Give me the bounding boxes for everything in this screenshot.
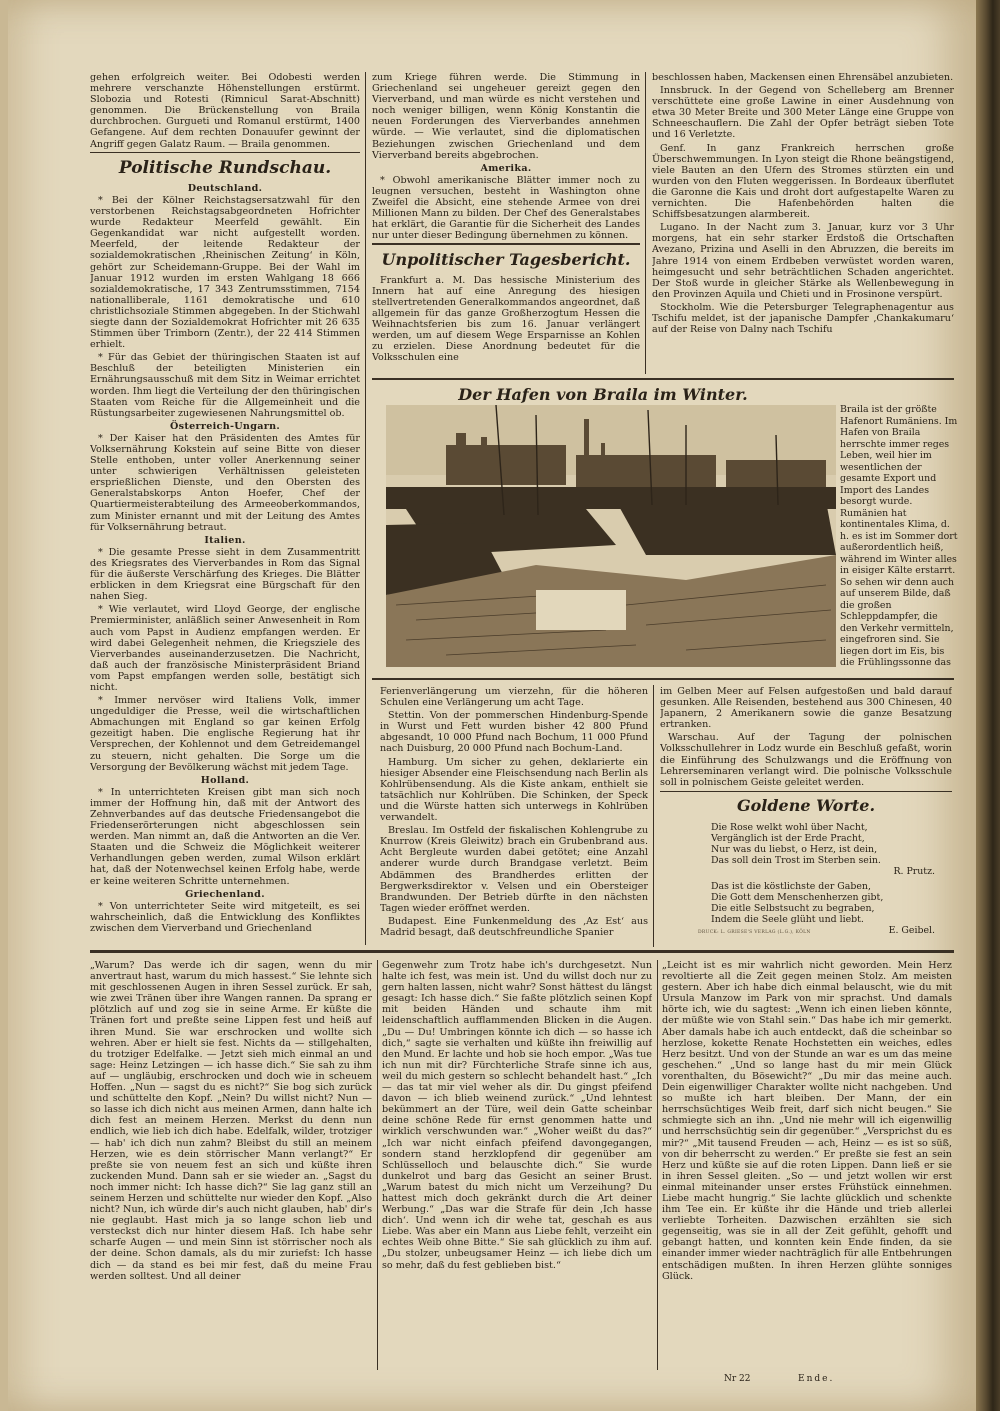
article-griechenland-continued: zum Kriege führen werde. Die Stimmung in Griechenland sei ungeheuer gereizt gegen den Vierverband, und man würde es nicht verstehen und noch weniger billigen, wenn König Konstantin die neuen Forderungen des Vierverbandes annehmen würde. — Wie verlautet, sind die diplomatischen Beziehungen zwischen Griechenland und dem Vierverband bereits abgebrochen. [372, 72, 640, 161]
harbor-engraving [386, 405, 836, 667]
story-text: „Leicht ist es mir wahrlich nicht geworden. Mein Herz revoltierte all die Zeit gegen meinen Stolz. Am meisten gestern. Aber ich habe dich einmal belauscht, wie du mit Ursula Manzow im Park von mir sprachst. Und damals hörte ich, wie du sagtest: „Wenn ich einen lieben könnte, der müßte wie von Stahl sein.“ Das habe ich mir gemerkt. Aber damals habe ich auch entdeckt, daß die scheinbar so herzlose, kokette Renate Hochstetten ein weiches, edles Herz besitzt. Und von der Stunde an war es um das meine geschehen.“ „Und so lange hast du mir mein Glück vorenthalten, du Bösewicht?“ „Du mir das meine auch. Dein eigenwilliger Charakter wollte nicht nachgeben. Und so mußte ich hart bleiben. Der Mann, der ein herrschsüchtiges Weib freit, darf sich nicht beugen.“ Sie schmiegte sich an ihn. „Und nie mehr will ich eigenwillig und herrschsüchtig sein dir gegenüber.“ „Versprichst du es mir?“ „Mit tausend Freuden — ach, Heinz — es ist so süß, von dir beherrscht zu werden.“ Er preßte sie fest an sein Herz und küßte sie auf die roten Lippen. Dann ließ er sie in ihren Sessel gleiten. „So — und jetzt wollen wir erst einmal miteinander unser erstes Frühstück einnehmen. Liebe macht hungrig.“ Sie lachte glücklich und schenkte ihm Tee ein. Er küßte ihr die Hände und trieb allerlei verliebte Torheiten. Dazwischen erzählten sie sich gegenseitig, was sie in all der Zeit gefühlt, gehofft und gebangt hatten, und konnten kein Ende finden, da sie einander immer wieder nachträglich für alle Entbehrungen entschädigen mußten. In ihren Herzen glühte sonniges Glück. [662, 960, 952, 1282]
column-divider [645, 72, 646, 374]
story-text: „Warum? Das werde ich dir sagen, wenn du mir anvertraut hast, warum du mich hassest.“ Sie lehnte sich mit geschlossenen Augen in ihren Sessel zurück. Er sah, wie zwei Tränen über ihre Wangen rannen. Da sprang er plötzlich auf und zog sie in seine Arme. Er küßte die Tränen fort und preßte seine Lippen fest und heiß auf ihren Mund. Sie war erschrocken und wollte sich wehren. Aber er hielt sie fest. Nichts da — stillgehalten, du trotziger Edelfalke. — Jetzt sieh mich einmal an und sage: Heinz Letzingen — ich hasse dich.“ Sie sah zu ihm auf — ungläubig, erschrocken und doch wie in scheuem Hoffen. „Nun — sagst du es nicht?“ Sie bog sich zurück und schüttelte den Kopf. „Nein? Du willst nicht? Nun — so lasse ich dich nicht aus meinen Armen, dann halte ich dich fest an meinem Herzen. Merkst du denn nun endlich, wie lieb ich dich habe. Edelfalk, wilder, trotziger — hab' ich dich nun zahm? Bleibst du still an meinem Herzen, wie es dein störrischer Mann verlangt?“ Er preßte sie von neuem fest an sich und küßte ihren zuckenden Mund. Dann sah er sie wieder an. „Sagst du noch immer nicht: Ich hasse dich?“ Sie lag ganz still an seinem Herzen und schüttelte nur wieder den Kopf. „Also nicht? Nun, ich würde dir's auch nicht glauben, hab' dir's nie geglaubt. Hast mich ja so lange schon lieb und versteckst dich nur hinter diesem Haß. Ich habe sehr scharfe Augen — und mein Sinn ist störrischer noch als der deine. Schon damals, als du mir zuriefst: Ich hasse dich — da stand es bei mir fest, daß du meine Frau werden solltest. Und all deiner [90, 960, 372, 1282]
article-italiens-volk: * Immer nervöser wird Italiens Volk, immer ungeduldiger die Presse, weil die wirtschaftlichen Abmachungen mit England so gar keinen Erfolg gezeitigt haben. Die englische Regierung hat ihr Versprechen, der Kohlennot und dem Getreidemangel zu steuern, nicht gehalten. Die Sorge um die Versorgung der Bevölkerung wächst mit jedem Tage. [90, 695, 360, 773]
heading-italien: Italien. [204, 534, 246, 546]
picture-frame-top [372, 378, 954, 380]
section-title-goldene-worte: Goldene Worte. [736, 796, 876, 816]
war-report-continued: gehen erfolgreich weiter. Bei Odobesti werden mehrere verschanzte Höhenstellungen erstürmt. Slobozia und Rotesti (Rimnicul Sarat-Abschnitt) genommen. Die Brückenstellung von Braila durchbrochen. Gurgueti und Romanul erstürmt, 1400 Gefangene. Auf dem rechten Donauufer gewinnt der Angriff gegen Galatz Raum. — Braila genommen. [90, 72, 360, 150]
column-divider [653, 685, 654, 947]
printer-imprint: DRUCK: L. GRIESE'S VERLAG (L.G.), KÖLN [698, 930, 811, 935]
column-lower-right [660, 686, 952, 816]
article-kriegsrat: * Die gesamte Presse sieht in dem Zusammentritt des Kriegsrates des Vierverbandes in Rom das Signal für die äußerste Verschärfung des Krieges. Die Blätter erblicken in dem Kriegsrat eine Bürgschaft für den nahen Sieg. [90, 546, 360, 603]
story-column-3 [662, 960, 952, 1370]
article-thueringen: * Für das Gebiet der thüringischen Staaten ist auf Beschluß der beteiligten Ministerien ein Ernährungsausschuß mit dem Sitz in Weimar errichtet worden. Ihm liegt die Verteilung der den thüringischen Staaten vom Reiche für die Allgemeinheit und die Rüstungsarbeiter zugewiesenen Nahrungsmittel ob. [90, 352, 360, 419]
story-text: Gegenwehr zum Trotz habe ich's durchgesetzt. Nun halte ich fest, was mein ist. Und du willst doch nur zu gern halten lassen, nicht wahr? Sonst hättest du längst gesagt: Ich hasse dich.“ Sie faßte plötzlich seinen Kopf mit beiden Händen und schaute ihm mit leidenschaftlich aufflammenden Blicken in die Augen. „Du — Du! Umbringen könnte ich dich — so hasse ich dich,“ sagte sie verhalten und küßte ihn freiwillig auf den Mund. Er lachte und hob sie hoch empor. „Was tue ich nun mit dir? Fürchterliche Strafe sinne ich aus, weil du mich gestern so schlecht behandelt hast.“ „Ich — das tat mir viel weher als dir. Du gingst pfeifend davon — ich blieb weinend zurück.“ „Und lehntest bekümmert an der Türe, weil dein Gatte scheinbar deine schöne Rede für ernst genommen hatte und wirklich verschwunden war.“ „Woher weißt du das?“ „Ich war nicht einfach pfeifend davongegangen, sondern stand herzklopfend dir gegenüber am Schlüsselloch und belauschte dich.“ Sie wurde dunkelrot und barg das Gesicht an seiner Brust. „Warum batest du mich nicht um Verzeihung? Du hattest mich doch gekränkt durch die Art deiner Werbung.“ „Das war die Strafe für dein ‚Ich hasse dich‘. Und wenn ich dir wehe tat, geschah es aus Liebe. Was aber ein Mann aus Liebe fehlt, verzeiht ein echtes Weib ohne Bitte.“ Sie sah glücklich zu ihm auf. „Du stolzer, unbeugsamer Heinz — ich liebe dich um so mehr, daß du fest geblieben bist.“ [382, 960, 652, 1271]
harbor-picture-graphic [386, 405, 836, 667]
poems-block [663, 822, 953, 942]
article-genf: Genf. In ganz Frankreich herrschen große Überschwemmungen. In Lyon steigt die Rhone beängstigend, viele Bauten an den Ufern des Stromes stürzten ein und wurden von den Fluten weggerissen. In Bordeaux überflutet die Garonne die Kais und droht dort aufgestapelte Waren zu vernichten. Die Hafenbehörden halten die Schiffsbesatzungen alarmbereit. [652, 142, 954, 221]
article-griechenland: * Von unterrichteter Seite wird mitgeteilt, es sei wahrscheinlich, daß die Entwicklung des Konfliktes zwischen dem Vierverband und Griechenland [90, 900, 360, 934]
story-column-2 [382, 960, 652, 1370]
poem-line: Indem die Seele glüht und liebt. [711, 914, 864, 925]
poem-line: Die Rose welkt wohl über Nacht, [711, 822, 868, 833]
article-budapest: Budapest. Eine Funkenmeldung des ‚Az Est‘ aus Madrid besagt, daß deutschfreundliche Spanier [380, 915, 648, 938]
story-column-1 [90, 960, 372, 1370]
article-amerika: * Obwohl amerikanische Blätter immer noch zu leugnen versuchen, besteht in Washington ohne Zweifel die Absicht, eine stehende Armee von drei Millionen Mann zu bilden. Der Chef des Generalstabes hat erklärt, die Garantie für die Sicherheit des Landes nur unter dieser Bedingung übernehmen zu können. [372, 174, 640, 242]
article-frankfurt: Frankfurt a. M. Das hessische Ministerium des Innern hat auf eine Anregung des hiesigen stellvertretenden Generalkommandos angeordnet, daß allgemein für das ganze Großherzogtum Hessen die Weihnachtsferien bis zum 16. Januar verlängert werden, um auf diesem Wege Ersparnisse an Kohlen zu erzielen. Diese Anordnung bedeutet für die Volksschulen eine [372, 274, 640, 364]
book-binding-edge [976, 0, 1000, 1411]
heading-oesterreich-ungarn: Österreich-Ungarn. [170, 420, 280, 432]
section-title-politische-rundschau: Politische Rundschau. [118, 157, 332, 178]
page-number: Nr 22 [724, 1374, 751, 1384]
newspaper-page [8, 0, 976, 1411]
divider [90, 152, 360, 153]
article-innsbruck: Innsbruck. In der Gegend von Schelleberg am Brenner verschüttete eine große Lawine in einer Ausdehnung von etwa 30 Meter Breite und 300 Meter Länge eine Gruppe von Schneeschauflern. Die Zahl der Opfer beträgt sieben Tote und 16 Verletzte. [652, 85, 954, 141]
article-breslau: Breslau. Im Ostfeld der fiskalischen Kohlengrube zu Knurrow (Kreis Gleiwitz) brach ein Grubenbrand aus. Acht Bergleute wurden dabei getötet; eine Anzahl anderer wurde durch Brandgase verletzt. Beim Abdämmen des Brandherdes erlitten der Bergwerksdirektor v. Velsen und ein Obersteiger Brandwunden. Der Betrieb dürfte in den nächsten Tagen wieder eröffnet werden. [380, 825, 648, 914]
column-divider [365, 72, 366, 945]
column-lower-left [380, 686, 648, 944]
poem-line: Nur was du liebst, o Herz, ist dein, [711, 844, 878, 855]
divider [660, 791, 952, 792]
heading-griechenland: Griechenland. [185, 888, 265, 900]
column-divider [657, 960, 658, 1370]
poem-line: Das ist die köstlichste der Gaben, [711, 881, 871, 892]
picture-title: Der Hafen von Braila im Winter. [458, 385, 748, 404]
article-stettin: Stettin. Von der pommerschen Hindenburg-Spende in Wurst und Fett wurden bisher 42 800 Pfund abgesandt, 10 000 Pfund nach Bochum, 11 000 Pfund nach Duisburg, 20 000 Pfund nach Bochum-Land. [380, 710, 648, 755]
heading-holland: Holland. [200, 774, 250, 786]
column-middle [372, 72, 640, 374]
poem-author: R. Prutz. [893, 866, 935, 877]
poem-line: Die eitle Selbstsucht zu begraben, [711, 903, 875, 914]
column-divider [377, 960, 378, 1370]
article-friedenserorterungen: * In unterrichteten Kreisen gibt man sich noch immer der Hoffnung hin, daß mit der Antwort des Zehnverbandes auf das deutsche Friedensangebot die Friedenserörterungen nicht abgeschlossen sein werden. Man nimmt an, daß die Antworten an die Ver. Staaten und die Schweiz die Möglichkeit weiterer Verhandlungen geben werden, zumal Wilson erklärt hat, daß der Notenwechsel keinen Erfolg habe, werde er keine weiteren Schritte unternehmen. [90, 786, 360, 887]
story-end: Ende. [798, 1374, 835, 1384]
poem-line: Die Gott dem Menschenherzen gibt, [711, 892, 884, 903]
article-volksernaehrung: * Der Kaiser hat den Präsidenten des Amtes für Volksernährung Kokstein auf seine Bitte von dieser Stelle enthoben, unter voller Anerkennung seiner unter schwierigen Verhältnissen geleisteten ersprießlichen Dienste, und den Obersten des Generalstabskorps Anton Hoefer, Chef der Quartiermeisterabteilung des Armeeoberkommandos, zum Minister ernannt und mit der Leitung des Amtes für Volksernährung betraut. [90, 432, 360, 533]
article-gelbes-meer: im Gelben Meer auf Felsen aufgestoßen und bald darauf gesunken. Alle Reisenden, bestehend aus 300 Chinesen, 40 Japanern, 2 Amerikanern sowie die ganze Besatzung ertranken. [660, 686, 952, 731]
article-koelner-wahl: * Bei der Kölner Reichstagsersatzwahl für den verstorbenen Reichstagsabgeordneten Hofrichter wurde Redakteur Meerfeld gewählt. Ein Gegenkandidat war nicht aufgestellt worden. Meerfeld, der leitende Redakteur der sozialdemokratischen ‚Rheinischen Zeitung‘ in Köln, gehört zur Scheidemann-Gruppe. Bei der Wahl im Januar 1912 wurden im ersten Wahlgang 18 666 sozialdemokratische, 17 343 Zentrumsstimmen, 7154 nationalliberale, 1161 demokratische und 610 christlichsoziale Stimmen abgegeben. In der Stichwahl siegte dann der Sozialdemokrat Hofrichter mit 26 635 Stimmen über Trimborn (Zentr.), der 22 414 Stimmen erhielt. [90, 194, 360, 351]
poem-author: E. Geibel. [888, 925, 935, 936]
poem-line: Das soll dein Trost im Sterben sein. [711, 855, 881, 866]
heading-deutschland: Deutschland. [187, 182, 263, 194]
article-warschau: Warschau. Auf der Tagung der polnischen Volksschullehrer in Lodz wurde ein Beschluß gefaßt, worin die Einführung des Schulzwangs und die Eröffnung von Lehrerseminaren verlangt wird. Die polnische Volksschule soll in polnischem Geiste geleitet werden. [660, 732, 952, 788]
poem-line: Vergänglich ist der Erde Pracht, [711, 833, 865, 844]
article-mackensen: beschlossen haben, Mackensen einen Ehrensäbel anzubieten. [652, 72, 954, 83]
article-lugano: Lugano. In der Nacht zum 3. Januar, kurz vor 3 Uhr morgens, hat ein sehr starker Erdstoß die Ortschaften Avezano, Prizina und Aselli in den Abruzzen, die bereits im Jahre 1914 von einem Erdbeben verwüstet worden waren, heimgesucht und sehr beträchtlichen Schaden angerichtet. Der Stoß wurde in gleicher Stärke als Wellenbewegung in den Provinzen Aquila und Chieti und in Frosinone verspürt. [652, 222, 954, 300]
divider [372, 243, 640, 244]
picture-frame-bottom [372, 678, 954, 680]
article-ferienverlaengerung: Ferienverlängerung um vierzehn, für die höheren Schulen eine Verlängerung um acht Tage. [380, 686, 648, 709]
article-hamburg: Hamburg. Um sicher zu gehen, deklarierte ein hiesiger Absender eine Fleischsendung nach Berlin als Kohlrübensendung. Als die Kiste ankam, enthielt sie tatsächlich nur Kohlrüben. Die Schinken, der Speck und die Würste hatten sich unterwegs in Kohlrüben verwandelt. [380, 756, 648, 824]
picture-caption-text: Braila ist der größte Hafenort Rumäniens. Im Hafen von Braila herrschte immer reges Leben, weil hier im wesentlichen der gesamte Export und Import des Landes besorgt wurde. Rumänien hat kontinentales Klima, d. h. es ist im Sommer dort außerordentlich heiß, während im Winter alles in eisiger Kälte erstarrt. So sehen wir denn auch auf unserem Bilde, daß die großen Schleppdampfer, die den Verkehr vermitteln, eingefroren sind. Sie liegen dort im Eis, bis die Frühlingssonne das [840, 404, 958, 668]
column-right [652, 72, 954, 374]
article-lloyd-george: * Wie verlautet, wird Lloyd George, der englische Premierminister, anläßlich seiner Anwesenheit in Rom auch vom Papst in Audienz empfangen werden. Er wird dabei Gelegenheit nehmen, die Kriegsziele des Vierverbandes auseinanderzusetzen. Die Nachricht, daß auch der französische Ministerpräsident Briand vom Papst empfangen werden solle, bestätigt sich nicht. [90, 604, 360, 693]
article-stockholm: Stockholm. Wie die Petersburger Telegraphenagentur aus Tschifu meldet, ist der japanische Dampfer ‚Chankakumaru‘ auf der Reise von Dalny nach Tschifu [652, 301, 954, 336]
heading-amerika: Amerika. [480, 162, 532, 174]
story-separator [90, 950, 954, 953]
column-politics [90, 72, 360, 945]
section-title-tagesbericht: Unpolitischer Tagesbericht. [381, 249, 631, 269]
